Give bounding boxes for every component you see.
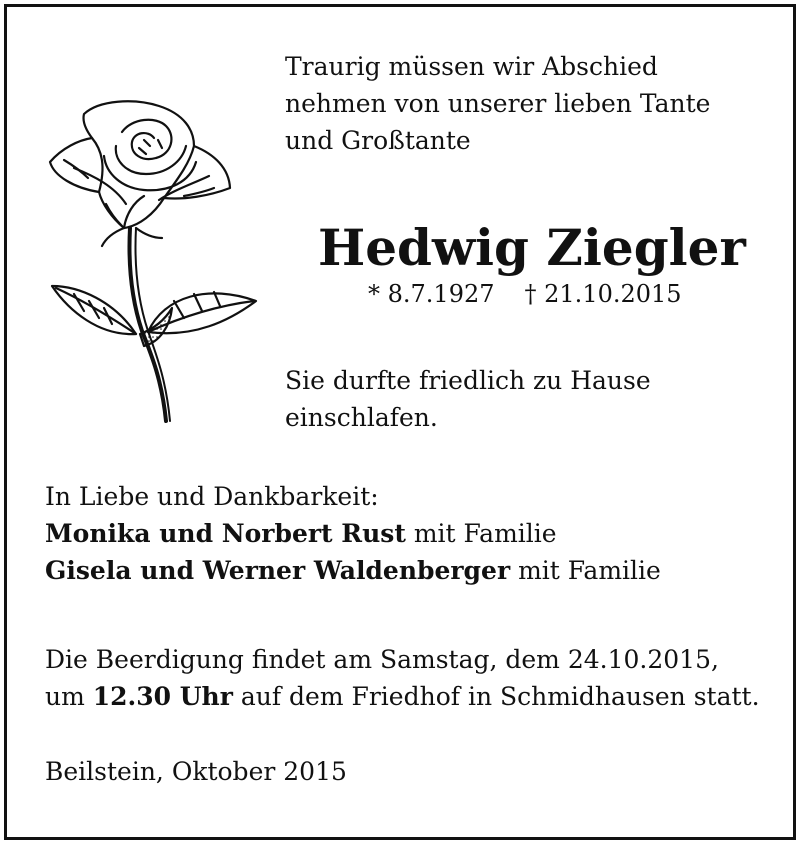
death-date: † 21.10.2015: [524, 280, 682, 308]
peace-line-2: einschlafen.: [285, 403, 438, 432]
family-member-suffix: mit Familie: [405, 519, 557, 548]
intro-line-2: nehmen von unserer lieben Tante: [285, 89, 711, 118]
closing-place-date: Beilstein, Oktober 2015: [45, 757, 347, 786]
funeral-line-2: [45, 678, 760, 715]
funeral-line-2-prefix: um: [45, 682, 93, 711]
peace-text: [285, 362, 651, 436]
peace-line-1: Sie durfte friedlich zu Hause: [285, 366, 651, 395]
birth-date: * 8.7.1927: [368, 280, 495, 308]
family-block: [45, 478, 661, 589]
family-member-names: Gisela und Werner Waldenberger: [45, 556, 511, 585]
funeral-info: [45, 641, 760, 715]
funeral-time: 12.30 Uhr: [92, 682, 233, 711]
intro-line-3: und Großtante: [285, 126, 471, 155]
intro-text: [285, 48, 710, 159]
funeral-line-2-suffix: auf dem Friedhof in Schmidhausen statt.: [232, 682, 760, 711]
deceased-name: Hedwig Ziegler: [318, 218, 746, 277]
family-heading: In Liebe und Dankbarkeit:: [45, 482, 379, 511]
rose-icon: [44, 96, 264, 426]
family-member-suffix: mit Familie: [510, 556, 661, 585]
family-member-names: Monika und Norbert Rust: [45, 519, 406, 548]
family-member: [45, 552, 661, 589]
funeral-line-1: Die Beerdigung findet am Samstag, dem 24.10.2015,: [45, 645, 719, 674]
life-dates: [368, 280, 682, 308]
intro-line-1: Traurig müssen wir Abschied: [285, 52, 658, 81]
family-member: [45, 515, 661, 552]
